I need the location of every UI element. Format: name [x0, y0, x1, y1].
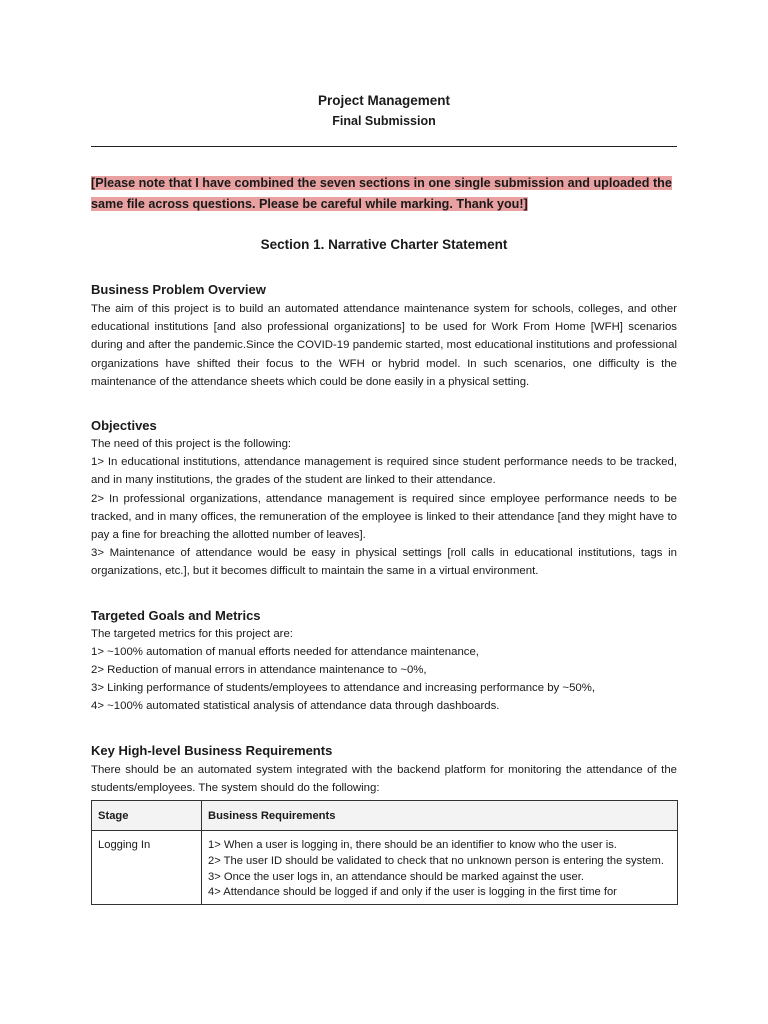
- requirement-item: 3> Once the user logs in, an attendance should be marked against the user.: [208, 870, 584, 883]
- objective-item: 2> In professional organizations, attendance management is required since employee performance needs to be tracked, and in many offices, the remuneration of the employee is linked to their attendance [and they might have to pay a fine for breaching the allotted number of leaves].: [91, 492, 677, 542]
- document-content: [91, 92, 677, 905]
- submission-note-text: [Please note that I have combined the seven sections in one single submission and uploaded the same file across questions. Please be careful while marking. Thank you!]: [91, 176, 672, 211]
- goals-intro: The targeted metrics for this project are:: [91, 627, 293, 640]
- table-row: [92, 831, 678, 905]
- requirement-item: 1> When a user is logging in, there should be an identifier to know who the user is.: [208, 839, 617, 852]
- business-problem-text: The aim of this project is to build an automated attendance maintenance system for schools, colleges, and other educational institutions [and also professional organizations] to be used for Work From Home [WFH] scenarios during and after the pandemic.Since the COVID-19 pandemic started, most educational institutions and professional organizations have shifted their focus to the WFH or hybrid model. In such scenarios, one difficulty is the maintenance of the attendance sheets which could be done easily in a physical setting.: [91, 303, 677, 388]
- goal-item: 2> Reduction of manual errors in attendance maintenance to ~0%,: [91, 664, 427, 677]
- table-header-row: [92, 801, 678, 831]
- submission-note: [91, 173, 677, 215]
- title-divider: [91, 146, 677, 147]
- goal-item: 4> ~100% automated statistical analysis of attendance data through dashboards.: [91, 700, 500, 713]
- requirements-table: [91, 800, 678, 905]
- goals-heading: Targeted Goals and Metrics: [91, 607, 261, 623]
- goal-item: 3> Linking performance of students/employees to attendance and increasing performance by ~50%,: [91, 682, 596, 695]
- requirements-intro: There should be an automated system integrated with the backend platform for monitoring the attendance of the students/employees. The system should do the following:: [91, 763, 677, 794]
- requirement-item: 4> Attendance should be logged if and only if the user is logging in the first time for: [208, 886, 617, 899]
- objectives-heading: Objectives: [91, 418, 157, 434]
- goal-item: 1> ~100% automation of manual efforts needed for attendance maintenance,: [91, 645, 479, 658]
- doc-title: Project Management: [317, 93, 451, 108]
- business-problem-heading: Business Problem Overview: [91, 282, 266, 297]
- objective-item: 1> In educational institutions, attendance management is required since student performance needs to be tracked, and in many institutions, the grades of the student are linked to their attendance.: [91, 456, 677, 487]
- table-cell-requirements: [202, 831, 678, 905]
- table-cell-stage: Logging In: [92, 831, 202, 905]
- requirement-item: 2> The user ID should be validated to check that no unknown person is entering the system.: [208, 854, 664, 867]
- objective-item: 3> Maintenance of attendance would be easy in physical settings [roll calls in educational institutions, tags in organizations, etc.], but it becomes difficult to maintain the same in a virtual environment.: [91, 547, 677, 578]
- section-title: Section 1. Narrative Charter Statement: [260, 237, 508, 252]
- requirements-heading: Key High-level Business Requirements: [91, 742, 333, 758]
- table-header-requirements: Business Requirements: [202, 801, 678, 831]
- table-header-stage: Stage: [92, 801, 202, 831]
- objectives-intro: The need of this project is the following:: [91, 438, 292, 451]
- doc-subtitle: Final Submission: [332, 114, 436, 128]
